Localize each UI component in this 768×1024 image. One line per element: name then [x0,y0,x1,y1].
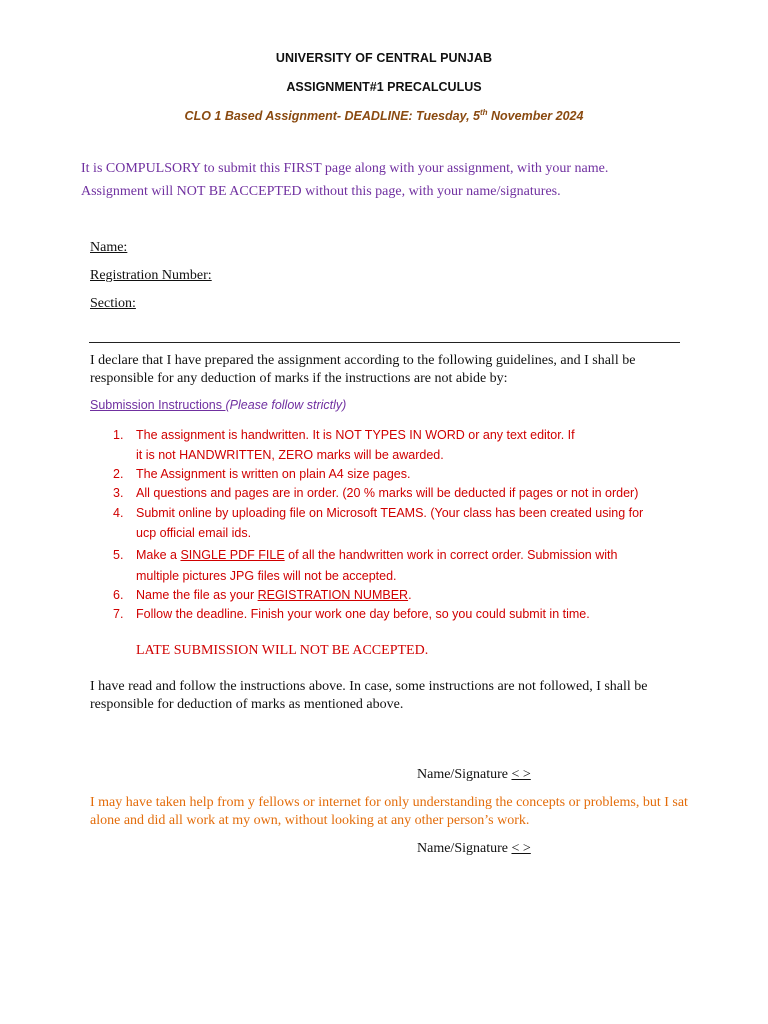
deadline-line [0,108,768,123]
signature-blank: < > [511,767,531,782]
instruction-number: 3. [113,486,124,500]
acknowledgement-line-2: responsible for deduction of marks as mentioned above. [90,697,404,712]
compulsory-notice-line-2: Assignment will NOT BE ACCEPTED without this page, with your name/signatures. [81,184,561,199]
instruction-text: Submit online by uploading file on Microsoft TEAMS. (Your class has been created using for [136,506,644,520]
instruction-text: The assignment is handwritten. It is NOT TYPES IN WORD or any text editor. If [136,428,575,442]
instruction-number: 2. [113,467,124,481]
instruction-text-cont: ucp official email ids. [136,526,252,540]
help-statement-line-1: I may have taken help from y fellows or internet for only understanding the concepts or problems, but I sat [90,795,688,810]
instruction-number: 6. [113,588,124,602]
section-field-label: Section: [90,296,136,311]
assignment-title: ASSIGNMENT#1 PRECALCULUS [286,80,482,94]
help-statement-line-2: alone and did all work at my own, without looking at any other person’s work. [90,813,530,828]
divider-line [89,342,680,343]
instruction-number: 4. [113,506,124,520]
instruction-text: The Assignment is written on plain A4 size pages. [136,467,411,481]
deadline-superscript: th [479,108,488,117]
signature-line-2 [417,841,531,857]
instruction-text: Follow the deadline. Finish your work one day before, so you could submit in time. [136,607,590,621]
instruction-number: 5. [113,548,124,562]
instruction-text [136,588,412,602]
declaration-line-1: I declare that I have prepared the assignment according to the following guidelines, and I shall be [90,353,636,368]
submission-instructions-heading [90,398,346,412]
signature-line-1 [417,767,531,783]
name-field-label: Name: [90,240,128,255]
instructions-title: Submission Instructions [90,398,226,412]
instruction-number: 1. [113,428,124,442]
instruction-number: 7. [113,607,124,621]
instruction-text-pre: Name the file as your [136,588,258,602]
instructions-note: (Please follow strictly) [225,398,347,412]
instruction-text [136,548,617,562]
declaration-line-2: responsible for any deduction of marks if the instructions are not abide by: [90,371,508,386]
instruction-text-underlined: REGISTRATION NUMBER [257,588,409,602]
registration-field-label: Registration Number: [90,268,212,283]
instruction-text-post: . [408,588,412,602]
instruction-text-post: of all the handwritten work in correct order. Submission with [284,548,618,562]
signature-label: Name/Signature [417,767,512,782]
signature-label: Name/Signature [417,841,512,856]
late-submission-warning: LATE SUBMISSION WILL NOT BE ACCEPTED. [136,643,429,658]
university-title: UNIVERSITY OF CENTRAL PUNJAB [275,51,493,65]
compulsory-notice-line-1: It is COMPULSORY to submit this FIRST page along with your assignment, with your name. [81,161,609,176]
instruction-text-cont: multiple pictures JPG files will not be accepted. [136,569,397,583]
signature-blank: < > [511,841,531,856]
acknowledgement-line-1: I have read and follow the instructions above. In case, some instructions are not followed, I shall be [90,679,648,694]
instruction-text-cont: it is not HANDWRITTEN, ZERO marks will be awarded. [136,448,444,462]
instruction-text-pre: Make a [136,548,181,562]
instruction-text-underlined: SINGLE PDF FILE [180,548,285,562]
deadline-prefix: CLO 1 Based Assignment- DEADLINE: Tuesday, 5 [184,109,480,124]
instruction-text: All questions and pages are in order. (20 % marks will be deducted if pages or not in order) [136,486,639,500]
deadline-suffix: November 2024 [487,109,584,124]
